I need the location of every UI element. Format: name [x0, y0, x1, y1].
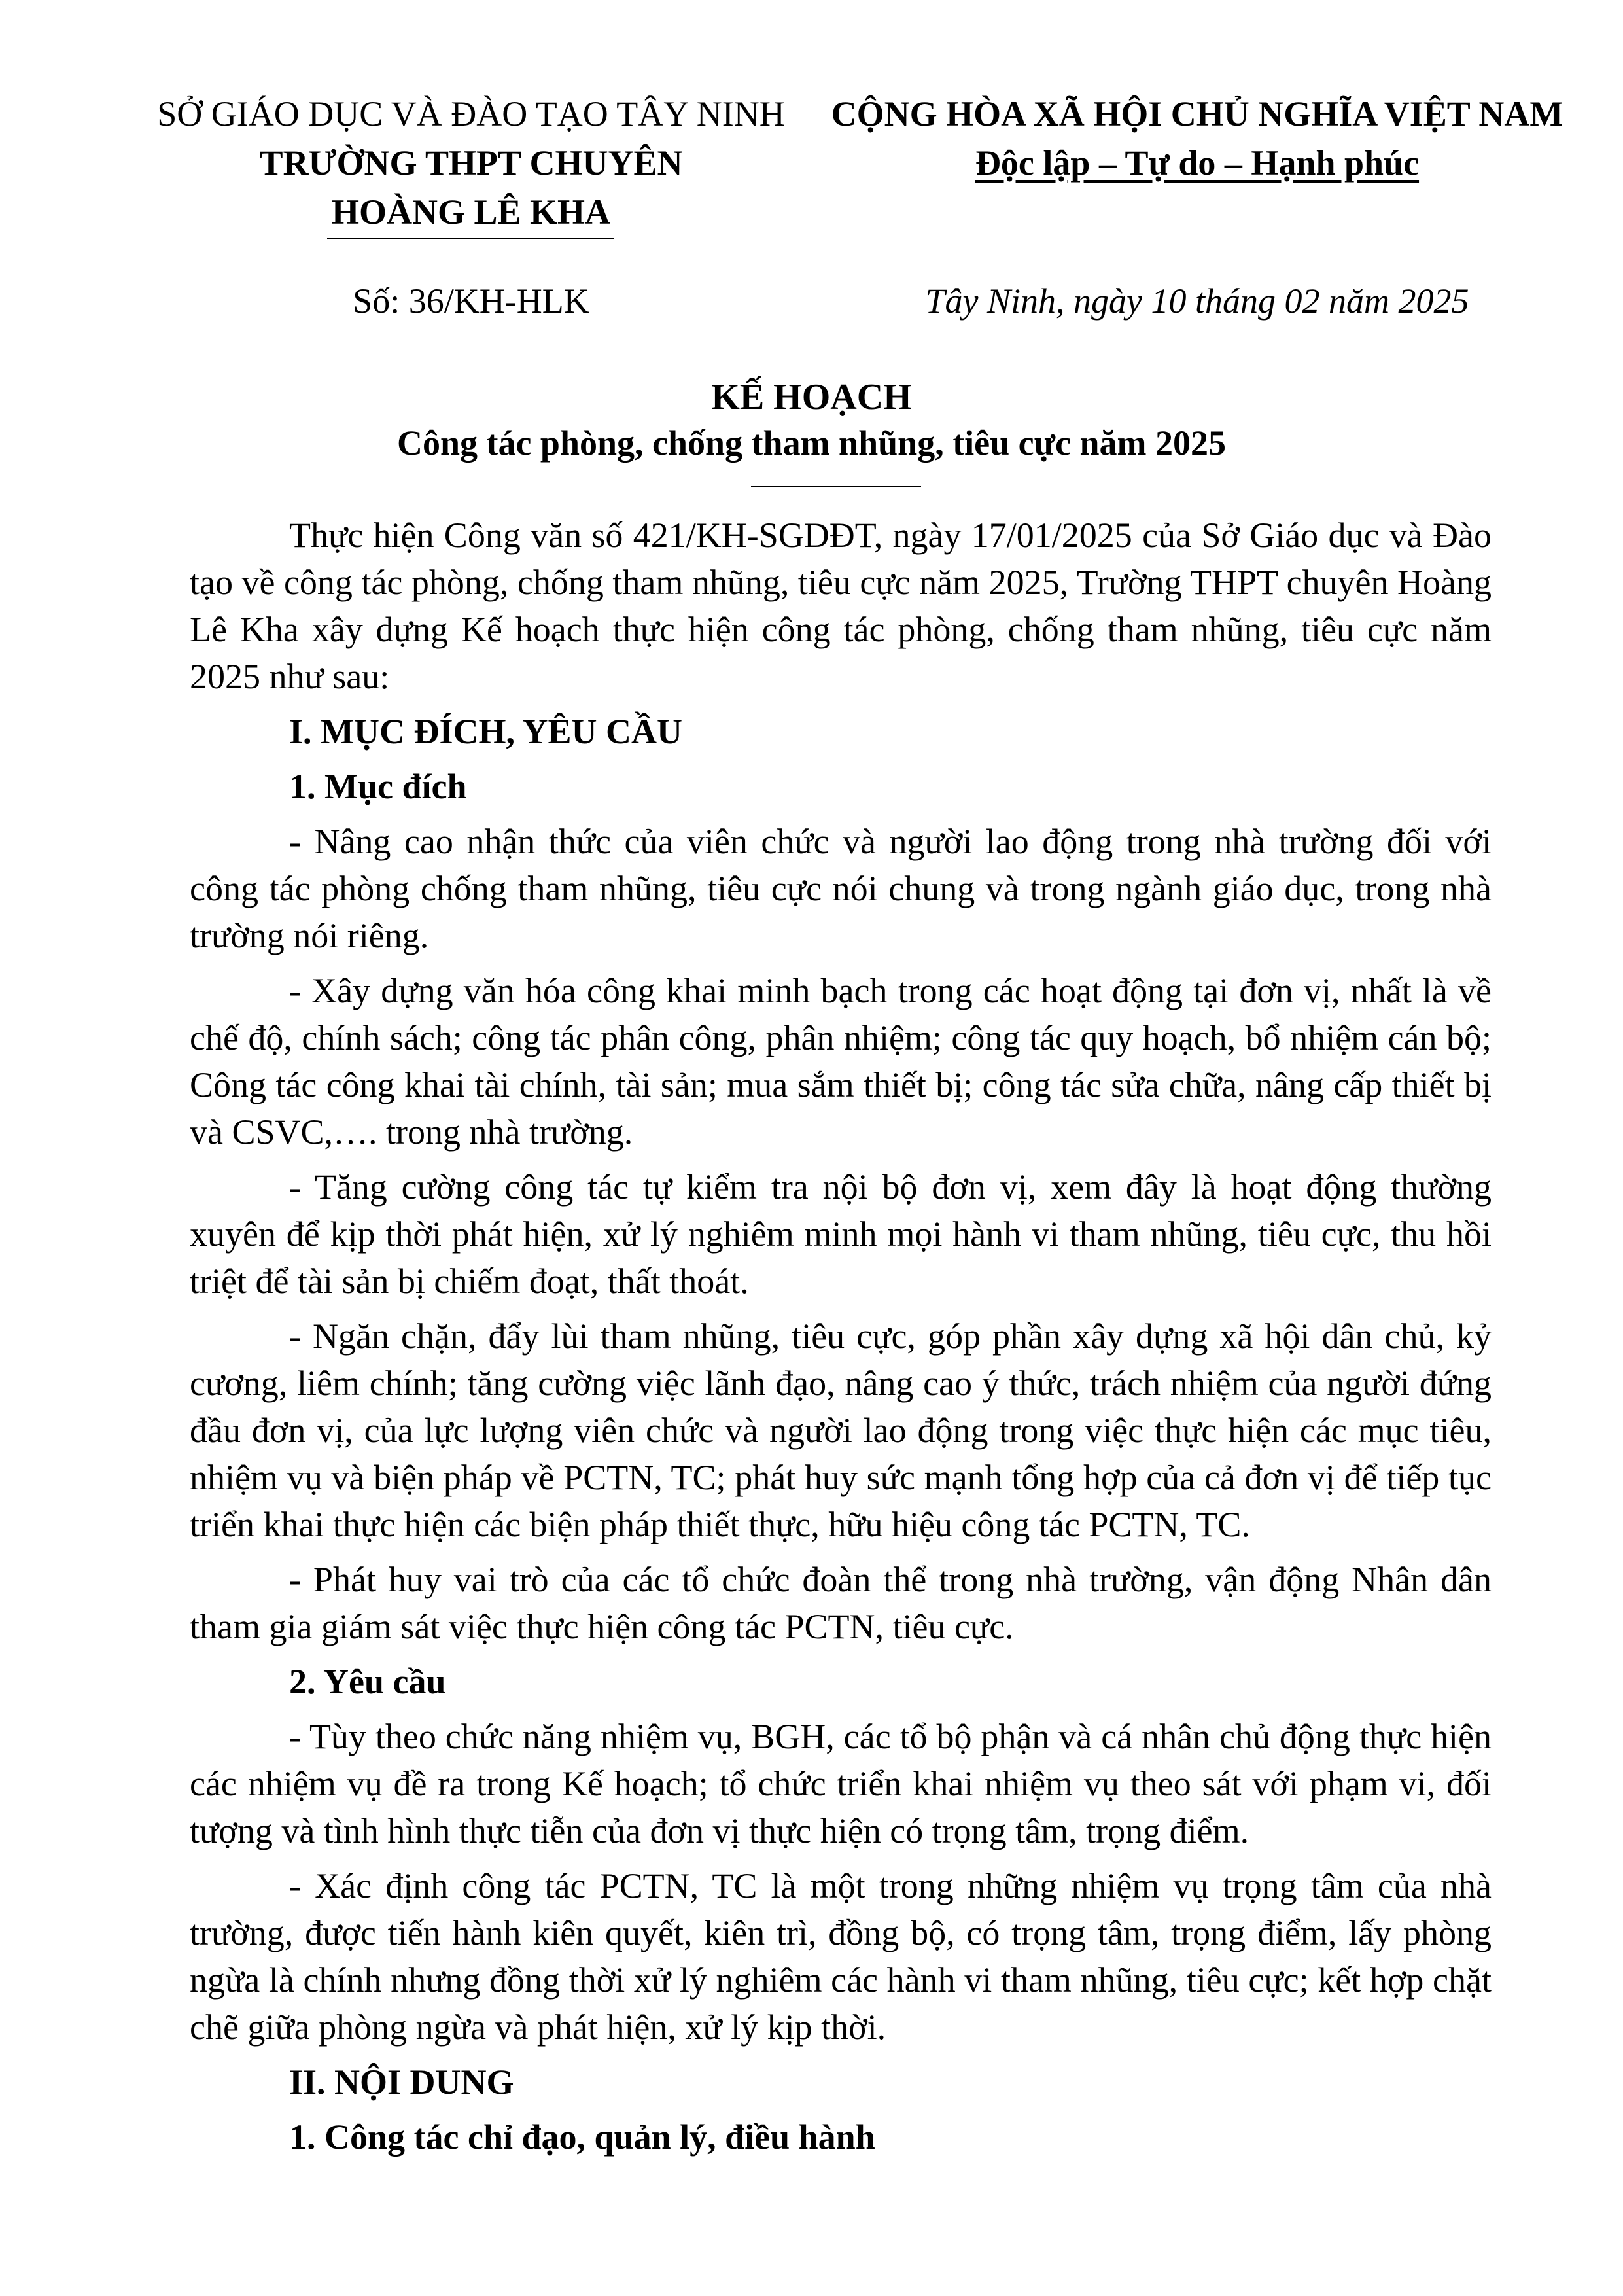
issuing-school-line1: TRƯỜNG THPT CHUYÊN — [259, 143, 683, 183]
national-motto: Độc lập – Tự do – Hạnh phúc — [975, 143, 1420, 183]
document-number: Số: 36/KH-HLK — [353, 281, 589, 321]
requirement-item: - Tùy theo chức năng nhiệm vụ, BGH, các tổ bộ phận và cá nhân chủ động thực hiện các nhiệm vụ đề ra trong Kế hoạch; tổ chức triển khai nhiệm vụ theo sát với phạm vi, đối tượng và tình hình thực tiễn của đơn vị thực hiện có trọng tâm, trọng điểm. — [190, 1717, 1492, 1850]
purpose-item: - Phát huy vai trò của các tổ chức đoàn thể trong nhà trường, vận động Nhân dân tham gia giám sát việc thực hiện công tác PCTN, tiêu cực. — [190, 1560, 1492, 1646]
document-body — [190, 512, 1492, 2168]
section-2-1-heading: 1. Công tác chỉ đạo, quản lý, điều hành — [289, 2117, 875, 2157]
section-1-heading: I. MỤC ĐÍCH, YÊU CẦU — [289, 712, 682, 751]
purpose-item: - Ngăn chặn, đẩy lùi tham nhũng, tiêu cực, góp phần xây dựng xã hội dân chủ, kỷ cương, liêm chính; tăng cường việc lãnh đạo, nâng cao ý thức, trách nhiệm của người đứng đầu đơn vị, của lực lượng viên chức và người lao động trong việc thực hiện các mục tiêu, nhiệm vụ và biện pháp về PCTN, TC; phát huy sức mạnh tổng hợp của cả đơn vị để tiếp tục triển khai thực hiện các biện pháp thiết thực, hữu hiệu công tác PCTN, TC. — [190, 1316, 1492, 1544]
document-title: KẾ HOẠCH — [711, 377, 912, 417]
national-title: CỘNG HÒA XÃ HỘI CHỦ NGHĨA VIỆT NAM — [831, 94, 1563, 133]
purpose-item: - Tăng cường công tác tự kiểm tra nội bộ đơn vị, xem đây là hoạt động thường xuyên để kịp thời phát hiện, xử lý nghiêm minh mọi hành vi tham nhũng, tiêu cực, thu hồi triệt để tài sản bị chiếm đoạt, thất thoát. — [190, 1167, 1492, 1301]
section-1-1-heading: 1. Mục đích — [289, 767, 467, 806]
section-2-heading: II. NỘI DUNG — [289, 2062, 514, 2102]
section-1-2-heading: 2. Yêu cầu — [289, 1662, 446, 1701]
header-left-rule — [327, 238, 614, 239]
issuing-department: SỞ GIÁO DỤC VÀ ĐÀO TẠO TÂY NINH — [157, 94, 785, 133]
title-rule — [751, 486, 921, 487]
place-and-date: Tây Ninh, ngày 10 tháng 02 năm 2025 — [925, 281, 1469, 321]
issuing-school-line2: HOÀNG LÊ KHA — [331, 192, 611, 232]
document-subtitle: Công tác phòng, chống tham nhũng, tiêu cực năm 2025 — [396, 423, 1227, 463]
intro-paragraph: Thực hiện Công văn số 421/KH-SGDĐT, ngày 17/01/2025 của Sở Giáo dục và Đào tạo về công tác phòng, chống tham nhũng, tiêu cực năm 2025, Trường THPT chuyên Hoàng Lê Kha xây dựng Kế hoạch thực hiện công tác phòng, chống tham nhũng, tiêu cực năm 2025 như sau: — [190, 516, 1492, 696]
purpose-item: - Nâng cao nhận thức của viên chức và người lao động trong nhà trường đối với công tác phòng chống tham nhũng, tiêu cực nói chung và trong ngành giáo dục, trong nhà trường nói riêng. — [190, 822, 1492, 955]
requirement-item: - Xác định công tác PCTN, TC là một trong những nhiệm vụ trọng tâm của nhà trường, được tiến hành kiên quyết, kiên trì, đồng bộ, có trọng tâm, trọng điểm, lấy phòng ngừa là chính nhưng đồng thời xử lý nghiêm các hành vi tham nhũng, tiêu cực; kết hợp chặt chẽ giữa phòng ngừa và phát hiện, xử lý kịp thời. — [190, 1866, 1492, 2047]
purpose-item: - Xây dựng văn hóa công khai minh bạch trong các hoạt động tại đơn vị, nhất là về chế độ, chính sách; công tác phân công, phân nhiệm; công tác quy hoạch, bổ nhiệm cán bộ; Công tác công khai tài chính, tài sản; mua sắm thiết bị; công tác sửa chữa, nâng cấp thiết bị và CSVC,…. trong nhà trường. — [190, 971, 1492, 1152]
